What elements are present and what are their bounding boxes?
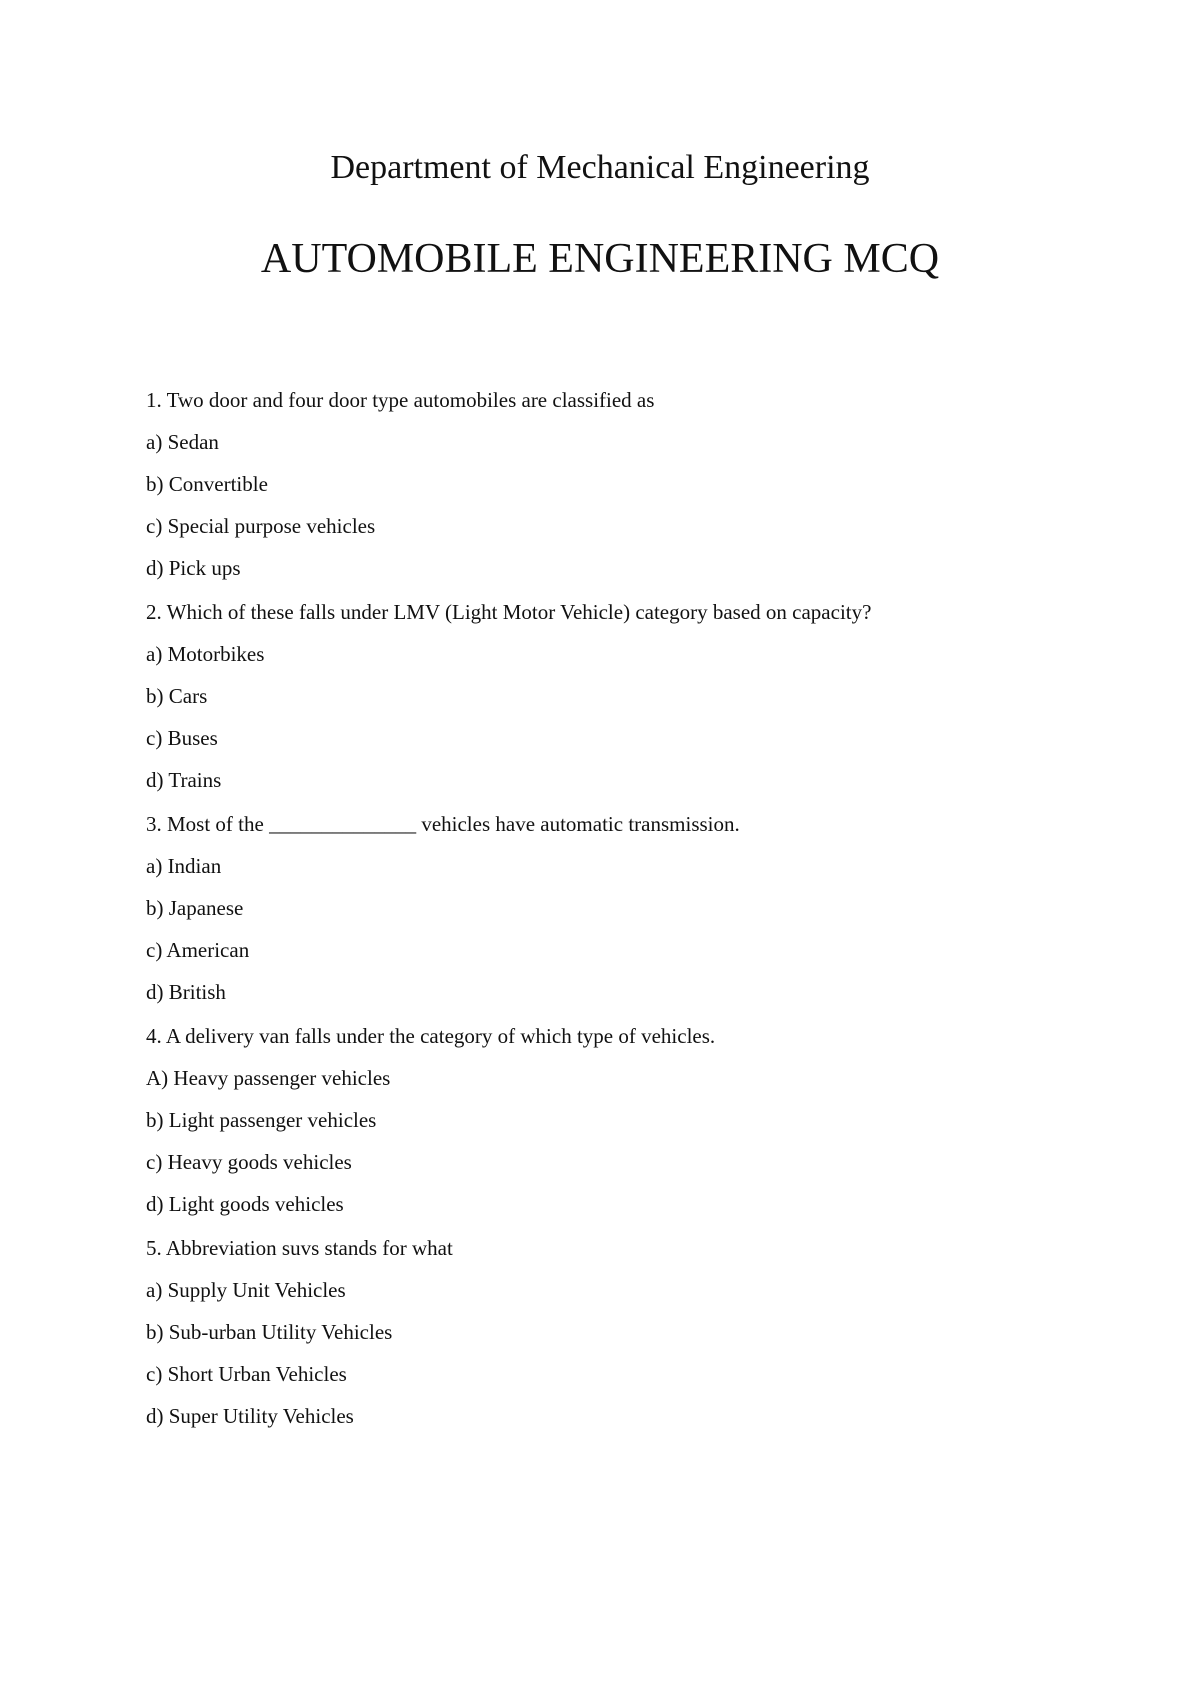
question-item: [146, 1236, 1106, 1428]
option-d: d) Trains: [146, 768, 222, 792]
question-text: 5. Abbreviation suvs stands for what: [146, 1236, 453, 1260]
question-item: [146, 812, 1106, 1004]
option-d: d) Light goods vehicles: [146, 1192, 344, 1216]
option-b: b) Convertible: [146, 472, 268, 496]
option-a: a) Sedan: [146, 430, 219, 454]
option-c: c) Special purpose vehicles: [146, 514, 376, 538]
option-c: c) Short Urban Vehicles: [146, 1362, 347, 1386]
question-item: [146, 600, 1106, 792]
option-c: c) Heavy goods vehicles: [146, 1150, 352, 1174]
option-b: b) Light passenger vehicles: [146, 1108, 377, 1132]
option-a: a) Motorbikes: [146, 642, 265, 666]
department-heading: Department of Mechanical Engineering: [330, 149, 870, 186]
question-list: [146, 388, 1106, 1448]
option-d: d) British: [146, 980, 226, 1004]
question-item: [146, 388, 1106, 580]
option-a: a) Supply Unit Vehicles: [146, 1278, 346, 1302]
option-b: b) Sub-urban Utility Vehicles: [146, 1320, 393, 1344]
option-c: c) Buses: [146, 726, 218, 750]
question-text: 2. Which of these falls under LMV (Light Motor Vehicle) category based on capacity?: [146, 600, 872, 624]
question-text: 1. Two door and four door type automobiles are classified as: [146, 388, 655, 412]
question-text: 4. A delivery van falls under the category of which type of vehicles.: [146, 1024, 716, 1048]
option-d: d) Pick ups: [146, 556, 241, 580]
option-a: A) Heavy passenger vehicles: [146, 1066, 391, 1090]
question-item: [146, 1024, 1106, 1216]
option-c: c) American: [146, 938, 250, 962]
option-b: b) Japanese: [146, 896, 244, 920]
option-a: a) Indian: [146, 854, 222, 878]
option-b: b) Cars: [146, 684, 208, 708]
document-title: AUTOMOBILE ENGINEERING MCQ: [260, 236, 940, 282]
option-d: d) Super Utility Vehicles: [146, 1404, 354, 1428]
question-text: 3. Most of the ______________ vehicles have automatic transmission.: [146, 812, 740, 836]
